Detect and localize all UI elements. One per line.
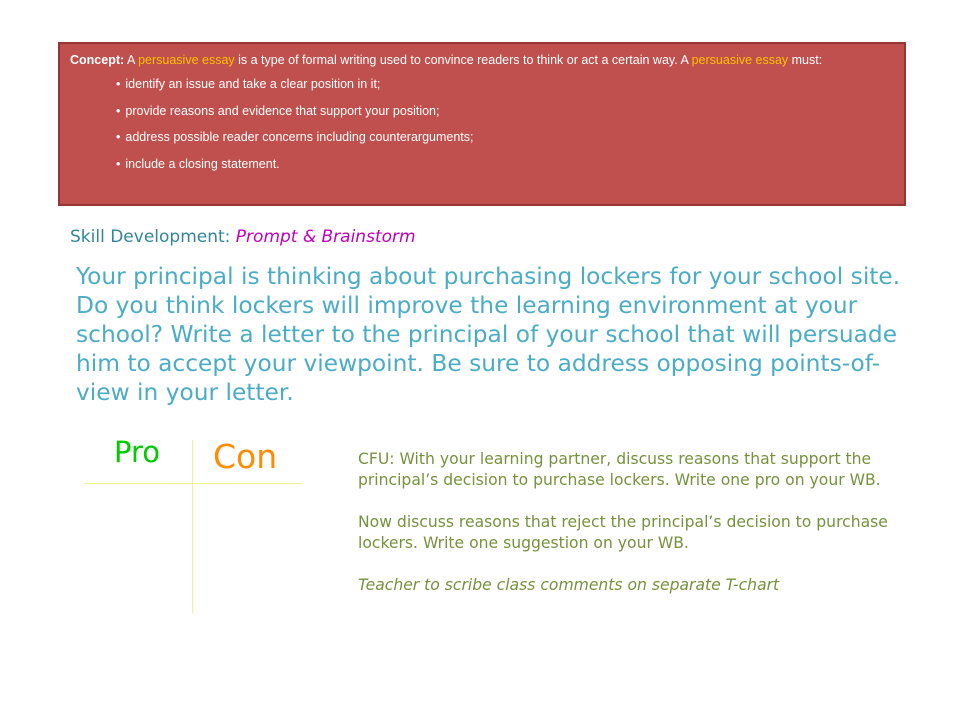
cfu-paragraph-con: Now discuss reasons that reject the principal’s decision to purchase lockers. Write one suggestion on your WB. xyxy=(358,513,888,552)
concept-term-1: persuasive essay xyxy=(138,53,235,67)
concept-bullet: • identify an issue and take a clear position in it; xyxy=(116,75,894,93)
skill-development-heading xyxy=(70,227,416,247)
concept-text-1: A xyxy=(124,53,139,67)
skill-subtitle: Prompt & Brainstorm xyxy=(235,227,416,247)
cfu-teacher-note: Teacher to scribe class comments on separate T-chart xyxy=(358,576,780,594)
concept-text-3: must: xyxy=(788,53,823,67)
concept-box xyxy=(58,42,906,206)
con-label: Con xyxy=(213,437,278,476)
concept-text-2: is a type of formal writing used to convince readers to think or act a certain way. A xyxy=(234,53,692,67)
skill-label: Skill Development: xyxy=(70,227,236,247)
t-chart-vertical-line xyxy=(192,440,193,613)
t-chart xyxy=(84,435,304,615)
writing-prompt: Your principal is thinking about purchasing lockers for your school site. Do you think lockers will improve the learning environment at your school? Write a letter to the principal of your school that will persuade him to accept your viewpoint. Be sure to address opposing points-of-view in your letter. xyxy=(76,263,901,406)
cfu-paragraph-pro: CFU: With your learning partner, discuss reasons that support the principal’s decision to purchase lockers. Write one pro on your WB. xyxy=(358,450,881,489)
cfu-instructions xyxy=(358,449,918,596)
concept-intro xyxy=(70,51,894,69)
concept-term-2: persuasive essay xyxy=(691,53,789,67)
concept-bullet-list xyxy=(70,75,894,173)
concept-bullet: • address possible reader concerns including counterarguments; xyxy=(116,128,894,146)
pro-label: Pro xyxy=(114,435,161,469)
t-chart-horizontal-line xyxy=(84,483,302,484)
concept-bullet: • provide reasons and evidence that support your position; xyxy=(116,102,894,120)
concept-bullet: • include a closing statement. xyxy=(116,155,894,173)
concept-label: Concept: xyxy=(70,53,125,67)
